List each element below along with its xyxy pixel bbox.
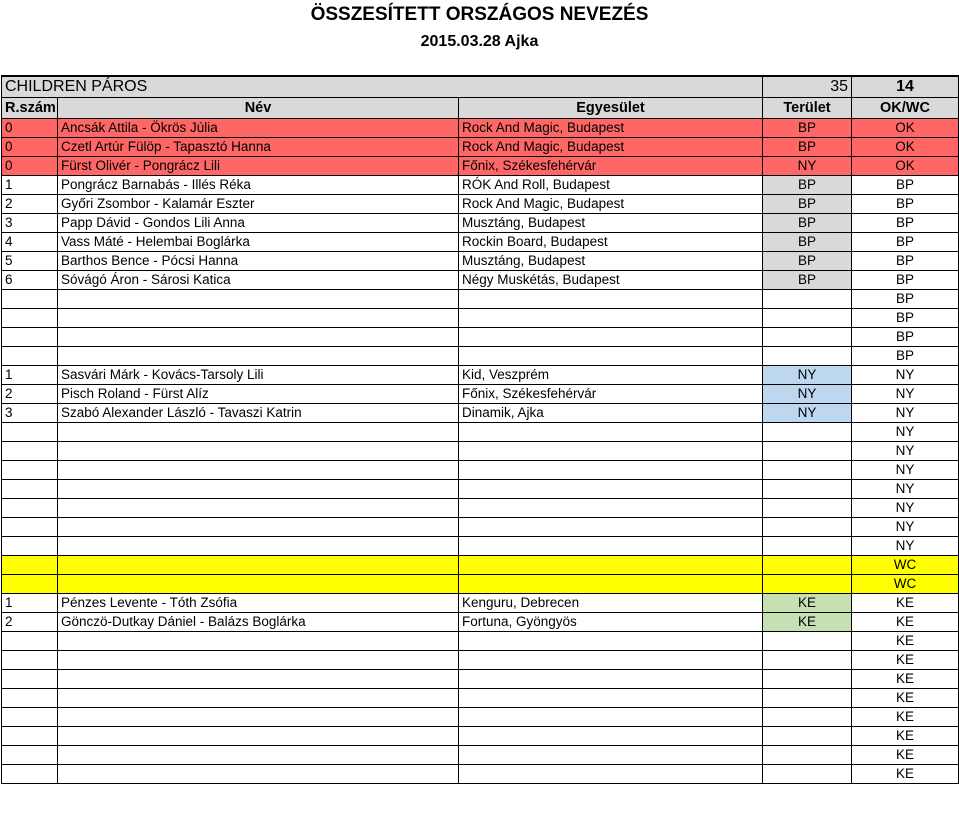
row-name: Pongrácz Barnabás - Illés Réka (58, 175, 459, 194)
row-rank (2, 441, 58, 460)
row-area (763, 555, 852, 574)
row-ok: NY (852, 460, 959, 479)
row-area: BP (763, 270, 852, 289)
row-club (459, 460, 763, 479)
row-rank (2, 289, 58, 308)
header-club: Egyesület (459, 97, 763, 118)
row-rank: 1 (2, 365, 58, 384)
row-area (763, 289, 852, 308)
row-club (459, 289, 763, 308)
row-area (763, 650, 852, 669)
header-ok: OK/WC (852, 97, 959, 118)
row-area: BP (763, 194, 852, 213)
row-rank (2, 422, 58, 441)
row-club: Dinamik, Ajka (459, 403, 763, 422)
row-area (763, 346, 852, 365)
table-row (2, 441, 959, 460)
row-rank (2, 688, 58, 707)
table-row (2, 346, 959, 365)
row-area: BP (763, 213, 852, 232)
row-area: NY (763, 384, 852, 403)
row-ok: OK (852, 118, 959, 137)
row-name (58, 308, 459, 327)
row-ok: KE (852, 745, 959, 764)
category-name: CHILDREN PÁROS (2, 76, 763, 97)
row-name: Ancsák Attila - Ökrös Júlia (58, 118, 459, 137)
row-name: Vass Máté - Helembai Boglárka (58, 232, 459, 251)
row-rank: 0 (2, 137, 58, 156)
row-club (459, 631, 763, 650)
row-ok: NY (852, 384, 959, 403)
row-name: Pisch Roland - Fürst Alíz (58, 384, 459, 403)
table-row (2, 422, 959, 441)
header-row (2, 97, 959, 118)
row-name (58, 745, 459, 764)
row-ok: NY (852, 441, 959, 460)
table-row (2, 555, 959, 574)
table-row (2, 137, 959, 156)
row-rank (2, 308, 58, 327)
row-rank (2, 745, 58, 764)
row-name (58, 460, 459, 479)
row-name: Gönczö-Dutkay Dániel - Balázs Boglárka (58, 612, 459, 631)
row-ok: NY (852, 479, 959, 498)
row-rank: 2 (2, 384, 58, 403)
table-row (2, 460, 959, 479)
row-ok: BP (852, 194, 959, 213)
table-row (2, 118, 959, 137)
row-rank: 1 (2, 175, 58, 194)
row-name (58, 631, 459, 650)
row-ok: KE (852, 669, 959, 688)
table-row (2, 327, 959, 346)
header-name: Név (58, 97, 459, 118)
row-rank (2, 555, 58, 574)
row-area (763, 536, 852, 555)
row-area (763, 479, 852, 498)
row-area (763, 688, 852, 707)
row-area: NY (763, 365, 852, 384)
row-ok: NY (852, 498, 959, 517)
row-ok: KE (852, 612, 959, 631)
table-row (2, 745, 959, 764)
row-area (763, 745, 852, 764)
table-row (2, 498, 959, 517)
table-row (2, 631, 959, 650)
row-area (763, 764, 852, 783)
row-name (58, 441, 459, 460)
row-name (58, 498, 459, 517)
row-rank (2, 726, 58, 745)
row-ok: BP (852, 327, 959, 346)
row-rank (2, 764, 58, 783)
row-club (459, 574, 763, 593)
row-rank: 2 (2, 194, 58, 213)
table-row (2, 669, 959, 688)
row-area: BP (763, 118, 852, 137)
table-row (2, 688, 959, 707)
table-row (2, 479, 959, 498)
row-area: NY (763, 156, 852, 175)
row-club: Fortuna, Gyöngyös (459, 612, 763, 631)
row-area (763, 574, 852, 593)
row-club (459, 555, 763, 574)
table-row (2, 194, 959, 213)
row-club (459, 441, 763, 460)
row-name (58, 479, 459, 498)
row-area (763, 422, 852, 441)
page-title: ÖSSZESÍTETT ORSZÁGOS NEVEZÉS (310, 4, 649, 25)
row-ok: WC (852, 574, 959, 593)
row-club (459, 327, 763, 346)
row-name (58, 726, 459, 745)
row-ok: KE (852, 707, 959, 726)
row-ok: BP (852, 346, 959, 365)
row-rank: 3 (2, 213, 58, 232)
table-row (2, 536, 959, 555)
table-row (2, 365, 959, 384)
category-count2: 14 (852, 76, 959, 97)
row-ok: BP (852, 175, 959, 194)
row-rank: 3 (2, 403, 58, 422)
header-rank: R.szám (2, 97, 58, 118)
row-club (459, 669, 763, 688)
row-rank: 6 (2, 270, 58, 289)
row-name (58, 574, 459, 593)
row-club: Rockin Board, Budapest (459, 232, 763, 251)
page-subtitle: 2015.03.28 Ajka (420, 33, 539, 50)
row-ok: KE (852, 764, 959, 783)
row-area (763, 308, 852, 327)
row-club: Rock And Magic, Budapest (459, 194, 763, 213)
row-ok: KE (852, 726, 959, 745)
table-row (2, 156, 959, 175)
row-rank (2, 498, 58, 517)
row-ok: KE (852, 688, 959, 707)
row-club: Rock And Magic, Budapest (459, 137, 763, 156)
table-row (2, 764, 959, 783)
row-area (763, 327, 852, 346)
row-area (763, 669, 852, 688)
row-ok: NY (852, 365, 959, 384)
row-area: NY (763, 403, 852, 422)
row-club (459, 308, 763, 327)
row-club (459, 688, 763, 707)
row-ok: NY (852, 422, 959, 441)
row-name: Fürst Olivér - Pongrácz Lili (58, 156, 459, 175)
row-club: Főnix, Székesfehérvár (459, 384, 763, 403)
row-rank: 0 (2, 118, 58, 137)
row-club: Négy Muskétás, Budapest (459, 270, 763, 289)
table-row (2, 308, 959, 327)
row-name: Sasvári Márk - Kovács-Tarsoly Lili (58, 365, 459, 384)
row-area: BP (763, 251, 852, 270)
row-ok: BP (852, 308, 959, 327)
table-row (2, 270, 959, 289)
row-rank (2, 536, 58, 555)
row-name (58, 669, 459, 688)
row-rank (2, 517, 58, 536)
row-club (459, 536, 763, 555)
row-ok: NY (852, 536, 959, 555)
row-rank (2, 631, 58, 650)
row-ok: KE (852, 650, 959, 669)
row-area: BP (763, 175, 852, 194)
table-row (2, 175, 959, 194)
row-ok: KE (852, 593, 959, 612)
row-name (58, 422, 459, 441)
table-row (2, 612, 959, 631)
row-name (58, 555, 459, 574)
row-ok: WC (852, 555, 959, 574)
row-club (459, 707, 763, 726)
row-ok: BP (852, 232, 959, 251)
row-name: Sóvágó Áron - Sárosi Katica (58, 270, 459, 289)
row-name: Győri Zsombor - Kalamár Eszter (58, 194, 459, 213)
row-rank (2, 327, 58, 346)
table-row (2, 593, 959, 612)
row-club: Musztáng, Budapest (459, 251, 763, 270)
table-row (2, 251, 959, 270)
row-club (459, 517, 763, 536)
row-name: Papp Dávid - Gondos Lili Anna (58, 213, 459, 232)
row-area (763, 460, 852, 479)
row-ok: OK (852, 156, 959, 175)
row-club: Kenguru, Debrecen (459, 593, 763, 612)
row-name: Szabó Alexander László - Tavaszi Katrin (58, 403, 459, 422)
row-name (58, 650, 459, 669)
entries-table (1, 75, 959, 784)
table-row (2, 384, 959, 403)
row-name (58, 764, 459, 783)
table-row (2, 213, 959, 232)
row-rank (2, 479, 58, 498)
row-club: Musztáng, Budapest (459, 213, 763, 232)
row-name: Barthos Bence - Pócsi Hanna (58, 251, 459, 270)
table-row (2, 574, 959, 593)
table-row (2, 232, 959, 251)
row-ok: NY (852, 403, 959, 422)
row-area (763, 631, 852, 650)
row-ok: NY (852, 517, 959, 536)
row-club: Főnix, Székesfehérvár (459, 156, 763, 175)
row-club (459, 498, 763, 517)
row-club (459, 479, 763, 498)
row-ok: BP (852, 251, 959, 270)
row-ok: OK (852, 137, 959, 156)
row-area: KE (763, 593, 852, 612)
row-ok: BP (852, 270, 959, 289)
row-area (763, 441, 852, 460)
row-rank (2, 460, 58, 479)
table-row (2, 726, 959, 745)
row-rank (2, 650, 58, 669)
row-name (58, 327, 459, 346)
row-rank (2, 669, 58, 688)
row-ok: BP (852, 289, 959, 308)
row-rank (2, 707, 58, 726)
row-rank: 0 (2, 156, 58, 175)
row-name (58, 346, 459, 365)
row-area (763, 707, 852, 726)
row-rank: 2 (2, 612, 58, 631)
row-rank (2, 574, 58, 593)
category-count: 35 (763, 76, 852, 97)
row-club (459, 422, 763, 441)
row-club (459, 726, 763, 745)
row-club (459, 764, 763, 783)
row-name: Pénzes Levente - Tóth Zsófia (58, 593, 459, 612)
row-rank: 5 (2, 251, 58, 270)
row-name (58, 289, 459, 308)
row-club (459, 346, 763, 365)
row-club: Kid, Veszprém (459, 365, 763, 384)
row-name (58, 707, 459, 726)
row-area (763, 726, 852, 745)
table-row (2, 289, 959, 308)
category-row (2, 76, 959, 97)
row-name (58, 536, 459, 555)
row-area: BP (763, 232, 852, 251)
row-club: RÓK And Roll, Budapest (459, 175, 763, 194)
row-club: Rock And Magic, Budapest (459, 118, 763, 137)
row-area (763, 517, 852, 536)
row-name (58, 688, 459, 707)
row-club (459, 745, 763, 764)
row-club (459, 650, 763, 669)
row-rank (2, 346, 58, 365)
row-area: BP (763, 137, 852, 156)
row-name: Czetl Artúr Fülöp - Tapasztó Hanna (58, 137, 459, 156)
row-area: KE (763, 612, 852, 631)
row-area (763, 498, 852, 517)
table-row (2, 403, 959, 422)
table-row (2, 707, 959, 726)
row-ok: BP (852, 213, 959, 232)
table-row (2, 517, 959, 536)
table-row (2, 650, 959, 669)
row-rank: 4 (2, 232, 58, 251)
row-name (58, 517, 459, 536)
row-rank: 1 (2, 593, 58, 612)
row-ok: KE (852, 631, 959, 650)
header-area: Terület (763, 97, 852, 118)
